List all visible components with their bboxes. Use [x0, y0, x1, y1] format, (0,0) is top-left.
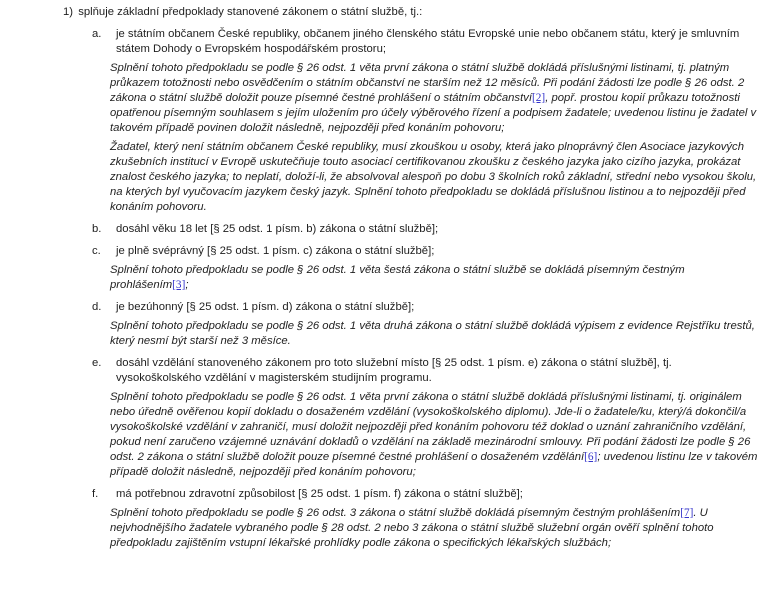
list-item-c	[0, 244, 757, 259]
footnote-link-7[interactable]: [7]	[680, 507, 694, 519]
item-text-e: dosáhl vzdělání stanoveného zákonem pro toto služební místo [§ 25 odst. 1 písm. e) zákona o státní službě], tj. vysokoškolského vzdělání v magisterském studijním programu.	[116, 357, 672, 384]
item-text-b: dosáhl věku 18 let [§ 25 odst. 1 písm. b) zákona o státní službě];	[116, 223, 439, 235]
intro-text: splňuje základní předpoklady stanovené zákonem o státní službě, tj.:	[78, 6, 423, 18]
note-paragraph-a2	[110, 140, 759, 215]
item-marker-a: a.	[92, 28, 102, 40]
list-number: 1)	[63, 6, 74, 18]
note-text: , popř. prostou kopií průkazu totožnosti opatřenou písemným souhlasem s jejím uložením pro účely výběrového řízení a podpisem žadatele; uvedenou listinu je žadatel v takovém případě povinen doložit následně, nejpozději před konáním pohovoru;	[110, 92, 757, 134]
note-paragraph-a1	[110, 61, 759, 136]
note-text: ;	[185, 279, 189, 291]
item-marker-c: c.	[92, 245, 101, 257]
item-text-a: je státním občanem České republiky, občanem jiného členského státu Evropské unie nebo občanem státu, který je smluvním státem Dohody o Evropském hospodářském prostoru;	[116, 28, 740, 55]
list-item-b	[0, 222, 757, 237]
list-item-d	[0, 300, 757, 315]
list-item-1	[63, 5, 757, 20]
note-text: Splnění tohoto předpokladu se podle § 26 odst. 3 zákona o státní službě dokládá písemným čestným prohlášením	[110, 507, 681, 519]
item-marker-d: d.	[92, 301, 102, 313]
note-paragraph-c1	[110, 263, 759, 293]
list-item-a	[0, 27, 757, 57]
note-text: ; uvedenou listinu lze v takovém případě doložit následně, nejpozději před konáním pohovoru;	[110, 451, 758, 478]
note-text: Žadatel, který není státním občanem České republiky, musí zkouškou u osoby, která jako plnoprávný člen Asociace jazykových zkušebních institucí v Evropě uskutečňuje touto asociací certifikovanou zkoušku z českého jazyka jako cizího jazyka, prokázat znalost českého jazyka; to neplatí, doloží-li, že absolvoval alespoň po dobu 3 školních roků základní, střední nebo vysokou školu, na kterých byl vyučovacím jazykem český jazyk. Splnění tohoto předpokladu se dokládá příslušnou listinou a to nejpozději před konáním pohovoru.	[110, 141, 757, 213]
note-paragraph-e1	[110, 390, 759, 480]
list-item-e	[0, 356, 757, 386]
item-text-d: je bezúhonný [§ 25 odst. 1 písm. d) zákona o státní službě];	[116, 301, 415, 313]
note-text: Splnění tohoto předpokladu se podle § 26 odst. 1 věta druhá zákona o státní službě dokládá výpisem z evidence Rejstříku trestů, který nesmí být starší než 3 měsíce.	[110, 320, 755, 347]
list-item-f	[0, 487, 757, 502]
footnote-link-3[interactable]: [3]	[172, 279, 186, 291]
note-text: Splnění tohoto předpokladu se podle § 26 odst. 1 věta první zákona o státní službě dokládá příslušnými listinami, tj. platným průkazem totožnosti nebo osvědčením o státním občanství ne starším než 12 měsíců. Při podání žádosti lze podle § 26 odst. 2 zákona o státní službě doložit pouze písemné čestné prohlášení o státním občanství	[110, 62, 745, 104]
item-marker-b: b.	[92, 223, 102, 235]
note-paragraph-f1	[110, 506, 759, 551]
item-text-f: má potřebnou zdravotní způsobilost [§ 25 odst. 1 písm. f) zákona o státní službě];	[116, 488, 523, 500]
note-paragraph-d1	[110, 319, 759, 349]
item-text-c: je plně svéprávný [§ 25 odst. 1 písm. c) zákona o státní službě];	[116, 245, 435, 257]
item-marker-f: f.	[92, 488, 99, 500]
item-marker-e: e.	[92, 357, 102, 369]
note-text: . U nejvhodnějšího žadatele vybraného podle § 28 odst. 2 nebo 3 zákona o státní službě služební orgán ověří splnění tohoto předpokladu zajištěním vstupní lékařské prohlídky podle zákona o specifických lékařských službách;	[110, 507, 714, 549]
footnote-link-2[interactable]: [2]	[532, 92, 546, 104]
footnote-link-6[interactable]: [6]	[584, 451, 598, 463]
note-text: Splnění tohoto předpokladu se podle § 26 odst. 1 věta šestá zákona o státní službě se dokládá písemným čestným prohlášením	[110, 264, 685, 291]
note-text: Splnění tohoto předpokladu se podle § 26 odst. 1 věta první zákona o státní službě dokládá příslušnými listinami, tj. originálem nebo úředně ověřenou kopií dokladu o dosaženém vzdělání (vysokoškolského diplomu). Jde-li o žadatele/ku, který/á dokončil/a vysokoškolské vzdělání v zahraničí, musí doložit nejpozději před konáním pohovoru též doklad o uznání zahraničního vzdělání, pokud není zaručeno vzájemné uznávání dokladů o vzdělání na základě mezinárodní smlouvy. Při podání žádosti lze podle § 26 odst. 2 zákona o státní službě doložit pouze písemné čestné prohlášení o dosaženém vzdělání	[110, 391, 751, 463]
